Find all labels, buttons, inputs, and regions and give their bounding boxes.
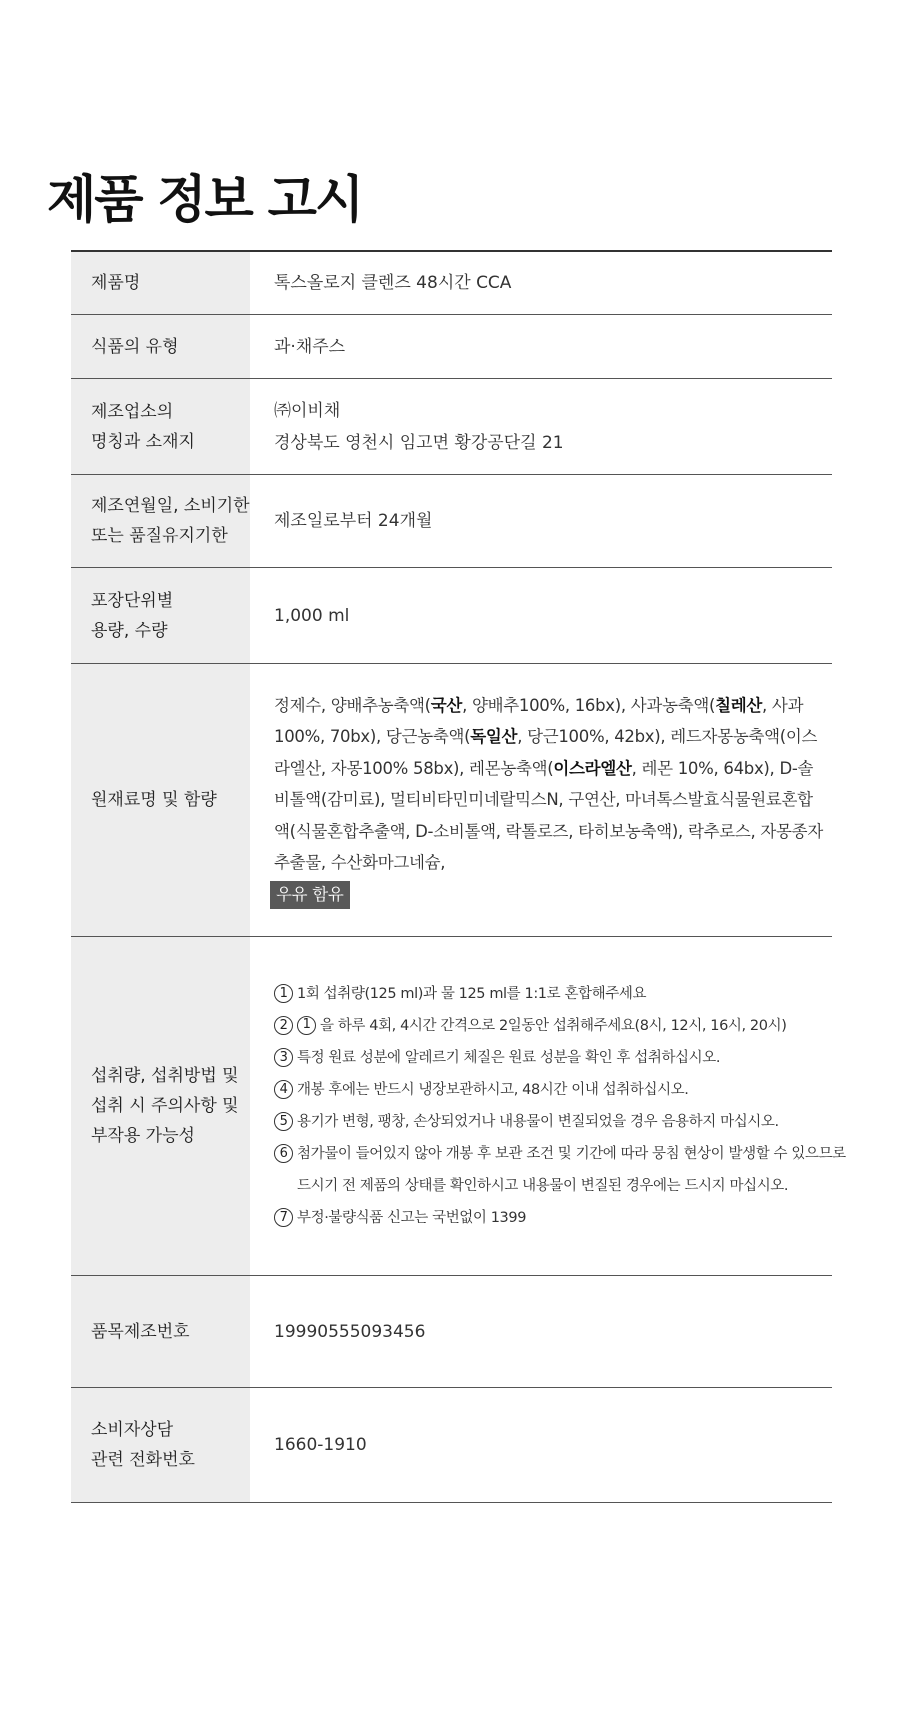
table-row-intake bbox=[71, 937, 846, 1276]
row-label bbox=[71, 937, 250, 1275]
row-label bbox=[71, 252, 250, 314]
note-text bbox=[297, 1138, 846, 1202]
table-row-product-name bbox=[71, 252, 832, 315]
list-item bbox=[274, 1202, 846, 1234]
intake-notes-list bbox=[274, 978, 846, 1234]
origin-highlight: 국산 bbox=[430, 695, 463, 715]
row-value bbox=[250, 475, 832, 567]
value-text: 1,000 ml bbox=[274, 605, 350, 626]
value-text: 톡스올로지 클렌즈 48시간 CCA bbox=[274, 273, 512, 293]
ingredient-text: , 당근100%, 42bx), 레드자몽농축액(이스라엘산, 자몽100% 58bx), 레몬농축액( bbox=[274, 727, 818, 778]
list-item bbox=[274, 1042, 846, 1074]
table-row-ingredients bbox=[71, 664, 832, 937]
table-row-contact bbox=[71, 1388, 832, 1503]
row-value bbox=[250, 1388, 832, 1502]
row-label bbox=[71, 475, 250, 567]
label-text: 섭취 시 주의사항 및 bbox=[91, 1096, 239, 1116]
label-text: 식품의 유형 bbox=[91, 336, 179, 357]
ingredient-text: , 사과100%, 70bx), 당근농축액( bbox=[274, 695, 804, 747]
label-text: 관련 전화번호 bbox=[91, 1450, 195, 1470]
label-text: 소비자상담 bbox=[91, 1420, 174, 1440]
list-item bbox=[274, 1106, 846, 1138]
row-label bbox=[71, 1388, 250, 1502]
row-value bbox=[250, 568, 832, 663]
value-text: 과·채주스 bbox=[274, 336, 346, 357]
row-value bbox=[250, 379, 832, 474]
label-text: 제품명 bbox=[91, 273, 141, 293]
origin-highlight: 이스라엘산 bbox=[553, 758, 632, 778]
row-value bbox=[250, 1276, 832, 1387]
phone-number: 1660-1910 bbox=[274, 1435, 367, 1455]
row-label bbox=[71, 1276, 250, 1387]
note-text: 부정·불량식품 신고는 국번없이 1399 bbox=[297, 1210, 527, 1226]
note-text: 개봉 후에는 반드시 냉장보관하시고, 48시간 이내 섭취하십시오. bbox=[297, 1082, 689, 1098]
product-info-table bbox=[71, 250, 846, 1503]
list-item bbox=[274, 978, 846, 1010]
row-value bbox=[250, 315, 832, 378]
row-value bbox=[250, 937, 846, 1275]
ingredients-text bbox=[274, 690, 832, 911]
note-text: 특정 원료 성분에 알레르기 체질은 원료 성분을 확인 후 섭취하십시오. bbox=[297, 1050, 721, 1066]
origin-highlight: 칠레산 bbox=[715, 695, 763, 715]
ingredient-text: , 양배추100%, 16bx), 사과농축액( bbox=[462, 695, 716, 715]
circled-number: 1 bbox=[274, 984, 293, 1003]
row-label bbox=[71, 664, 250, 936]
label-text: 원재료명 및 함량 bbox=[91, 790, 217, 810]
label-text: 제조연월일, 소비기한 bbox=[91, 496, 250, 516]
table-row-expiry bbox=[71, 475, 832, 568]
label-text: 제조업소의 bbox=[91, 401, 174, 422]
list-item bbox=[274, 1074, 846, 1106]
row-value bbox=[250, 252, 832, 314]
origin-highlight: 독일산 bbox=[470, 727, 518, 747]
ingredient-text: 정제수, 양배추농축액( bbox=[274, 695, 431, 715]
label-text: 품목제조번호 bbox=[91, 1321, 190, 1342]
circled-number-ref: 1 bbox=[297, 1016, 316, 1035]
circled-number: 3 bbox=[274, 1048, 293, 1067]
note-text-part: 을 하루 4회, 4시간 간격으로 2일동안 섭취해주세요(8시, 12시, 16시, 20시) bbox=[320, 1018, 787, 1034]
table-row-package bbox=[71, 568, 832, 664]
row-label bbox=[71, 568, 250, 663]
circled-number: 5 bbox=[274, 1112, 293, 1131]
note-text-line: 첨가물이 들어있지 않아 개봉 후 보관 조건 및 기간에 따라 뭉침 현상이 발생할 수 있으므로 bbox=[297, 1146, 846, 1162]
value-text: 제조일로부터 24개월 bbox=[274, 511, 433, 531]
note-text bbox=[297, 1010, 786, 1042]
label-text: 명칭과 소재지 bbox=[91, 431, 195, 452]
circled-number: 6 bbox=[274, 1144, 293, 1163]
label-text: 포장단위별 bbox=[91, 590, 174, 611]
circled-number: 7 bbox=[274, 1208, 293, 1227]
row-label bbox=[71, 379, 250, 474]
list-item bbox=[274, 1010, 846, 1042]
value-text: 19990555093456 bbox=[274, 1321, 426, 1342]
label-text: 또는 품질유지기한 bbox=[91, 526, 228, 546]
company-address: 경상북도 영천시 임고면 황강공단길 21 bbox=[274, 432, 564, 453]
table-row-food-type bbox=[71, 315, 832, 379]
table-row-manufacturer bbox=[71, 379, 832, 475]
row-label bbox=[71, 315, 250, 378]
allergen-badge: 우유 함유 bbox=[270, 881, 350, 909]
row-value bbox=[250, 664, 832, 936]
circled-number: 2 bbox=[274, 1016, 293, 1035]
circled-number: 4 bbox=[274, 1080, 293, 1099]
label-text: 용량, 수량 bbox=[91, 620, 168, 641]
note-text: 용기가 변형, 팽창, 손상되었거나 내용물이 변질되었을 경우 음용하지 마십시오. bbox=[297, 1114, 779, 1130]
page-title: 제품 정보 고시 bbox=[47, 171, 363, 230]
ingredient-text: , 레몬 10%, 64bx), D-솔비톨액(감미료), 멀티비타민미네랄믹스N, 구연산, 마녀톡스발효식물원료혼합액(식물혼합추출액, D-소비톨액, 락톨로즈, 타히보농축액), 락추로스, 자몽종자추출물, 수산화마그네슘, bbox=[274, 758, 823, 873]
table-row-report-number bbox=[71, 1276, 832, 1388]
label-text: 섭취량, 섭취방법 및 bbox=[91, 1066, 239, 1086]
company-name: ㈜이비채 bbox=[274, 400, 341, 421]
note-text: 1회 섭취량(125 ml)과 물 125 ml를 1:1로 혼합해주세요 bbox=[297, 986, 647, 1002]
label-text: 부작용 가능성 bbox=[91, 1126, 195, 1146]
note-text-line: 드시기 전 제품의 상태를 확인하시고 내용물이 변질된 경우에는 드시지 마십시오. bbox=[297, 1178, 789, 1194]
list-item bbox=[274, 1138, 846, 1202]
